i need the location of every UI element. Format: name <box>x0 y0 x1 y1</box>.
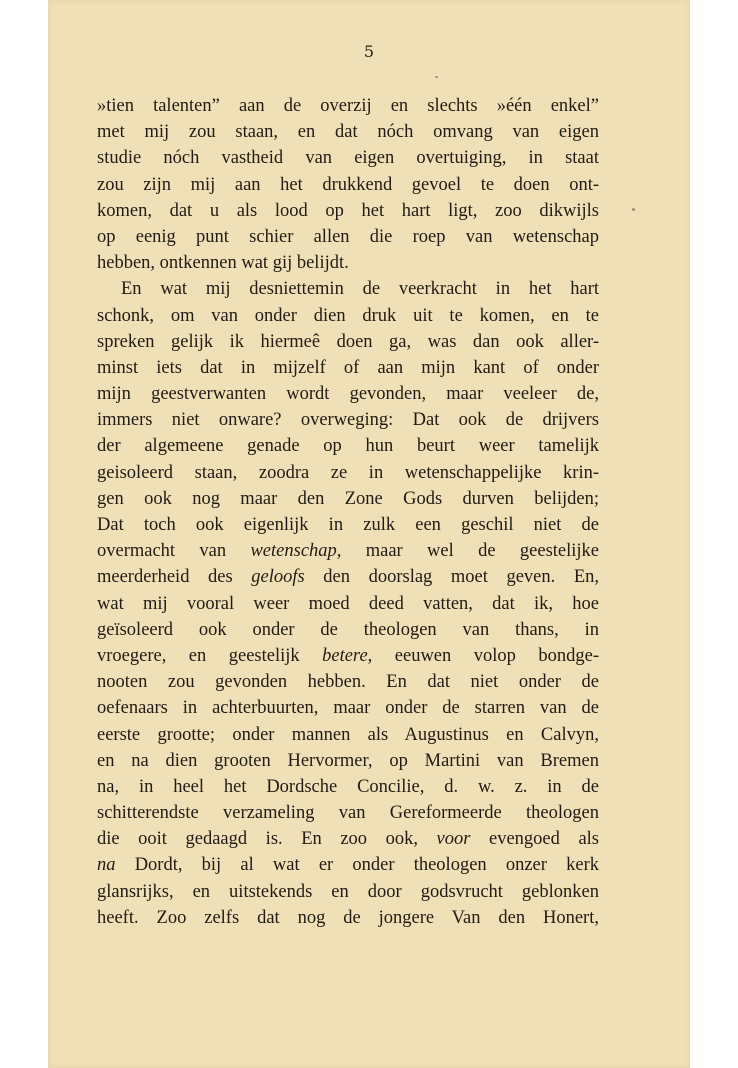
text-line <box>97 852 599 878</box>
text-line <box>97 748 599 774</box>
text-run: schonk, om van onder dien druk uit te komen, en te <box>97 305 599 326</box>
text-line <box>97 276 599 302</box>
text-run: komen, dat u als lood op het hart ligt, zoo dikwijls <box>97 200 599 221</box>
text-run: den doorslag moet geven. En, <box>304 567 599 588</box>
text-line <box>97 800 599 826</box>
page-text-block <box>97 93 599 931</box>
text-run: studie nóch vastheid van eigen overtuiging, in staat <box>97 148 599 169</box>
text-line <box>97 355 599 381</box>
text-line <box>97 591 599 617</box>
text-run: zou zijn mij aan het drukkend gevoel te doen ont- <box>97 174 599 195</box>
text-run: met mij zou staan, en dat nóch omvang van eigen <box>97 122 599 143</box>
text-line <box>97 774 599 800</box>
text-run: overmacht van <box>97 541 251 562</box>
text-run: En wat mij desniettemin de veerkracht in het hart <box>121 279 599 300</box>
text-run: nooten zou gevonden hebben. En dat niet onder de <box>97 672 599 693</box>
text-run: Dat toch ook eigenlijk in zulk een geschil niet de <box>97 515 599 535</box>
text-run: op eenig punt schier allen die roep van wetenschap <box>97 226 599 247</box>
text-run: oefenaars in achterbuurten, maar onder de starren van de <box>97 698 599 719</box>
text-run: , eeuwen volop bondge- <box>367 645 599 666</box>
text-run: mijn geestverwanten wordt gevonden, maar veeleer de, <box>97 384 599 405</box>
text-line <box>97 329 599 355</box>
text-run: en na dien grooten Hervormer, op Martini van Bremen <box>97 750 599 771</box>
text-run: »tien talenten” aan de overzij en slechts »één enkel” <box>97 96 599 116</box>
text-run: Dordt, bij al wat er onder theologen onzer kerk <box>115 855 599 876</box>
text-line <box>97 460 599 486</box>
text-line <box>97 826 599 852</box>
text-line <box>97 433 599 459</box>
text-run: gen ook nog maar den Zone Gods durven belijden; <box>97 488 599 509</box>
text-line <box>97 486 599 512</box>
text-run: meerderheid des <box>97 567 252 588</box>
text-run: minst iets dat in mijzelf of aan mijn kant of onder <box>97 357 599 378</box>
italic-text-run: wetenschap <box>250 541 337 562</box>
text-line <box>97 198 599 224</box>
text-line <box>97 381 599 407</box>
text-line <box>97 617 599 643</box>
text-line <box>97 172 599 198</box>
text-run: die ooit gedaagd is. En zoo ook, <box>97 829 437 850</box>
text-run: schitterendste verzameling van Gereformeerde theologen <box>97 803 599 824</box>
text-line <box>97 407 599 433</box>
text-run: evengoed als <box>470 829 599 850</box>
text-line <box>97 879 599 905</box>
text-run: vroegere, en geestelijk <box>97 645 323 666</box>
italic-text-run: voor <box>436 829 471 850</box>
text-run: geïsoleerd ook onder de theologen van thans, in <box>97 619 599 640</box>
book-page <box>48 0 690 1068</box>
paper-speck <box>632 208 635 211</box>
italic-text-run: na <box>97 855 116 876</box>
text-line <box>97 643 599 669</box>
text-run: hebben, ontkennen wat gij belijdt. <box>97 253 349 274</box>
text-line <box>97 905 599 931</box>
text-line <box>97 564 599 590</box>
text-line <box>97 695 599 721</box>
text-line <box>97 145 599 171</box>
paper-speck <box>435 76 438 78</box>
text-line <box>97 119 599 145</box>
text-run: , maar wel de geestelijke <box>336 541 599 562</box>
text-run: spreken gelijk ik hiermeê doen ga, was dan ook aller- <box>97 331 599 352</box>
text-run: glansrijks, en uitstekends en door godsvrucht geblonken <box>97 881 599 902</box>
text-line <box>97 250 599 276</box>
italic-text-run: geloofs <box>251 567 305 588</box>
text-line <box>97 303 599 329</box>
text-run: heeft. Zoo zelfs dat nog de jongere Van den Honert, <box>97 907 599 928</box>
text-run: immers niet onware? overweging: Dat ook de drijvers <box>97 410 599 431</box>
page-number: 5 <box>363 42 375 61</box>
text-run: na, in heel het Dordsche Concilie, d. w. z. in de <box>97 776 599 797</box>
text-line <box>97 224 599 250</box>
italic-text-run: betere <box>322 645 368 666</box>
text-line <box>97 722 599 748</box>
text-line <box>97 93 599 119</box>
text-line <box>97 512 599 538</box>
text-run: wat mij vooral weer moed deed vatten, dat ik, hoe <box>97 593 599 614</box>
text-line <box>97 538 599 564</box>
text-line <box>97 669 599 695</box>
text-run: der algemeene genade op hun beurt weer tamelijk <box>97 436 599 457</box>
text-run: eerste grootte; onder mannen als Augustinus en Calvyn, <box>97 724 599 745</box>
text-run: geisoleerd staan, zoodra ze in wetenschappelijke krin- <box>97 462 599 483</box>
